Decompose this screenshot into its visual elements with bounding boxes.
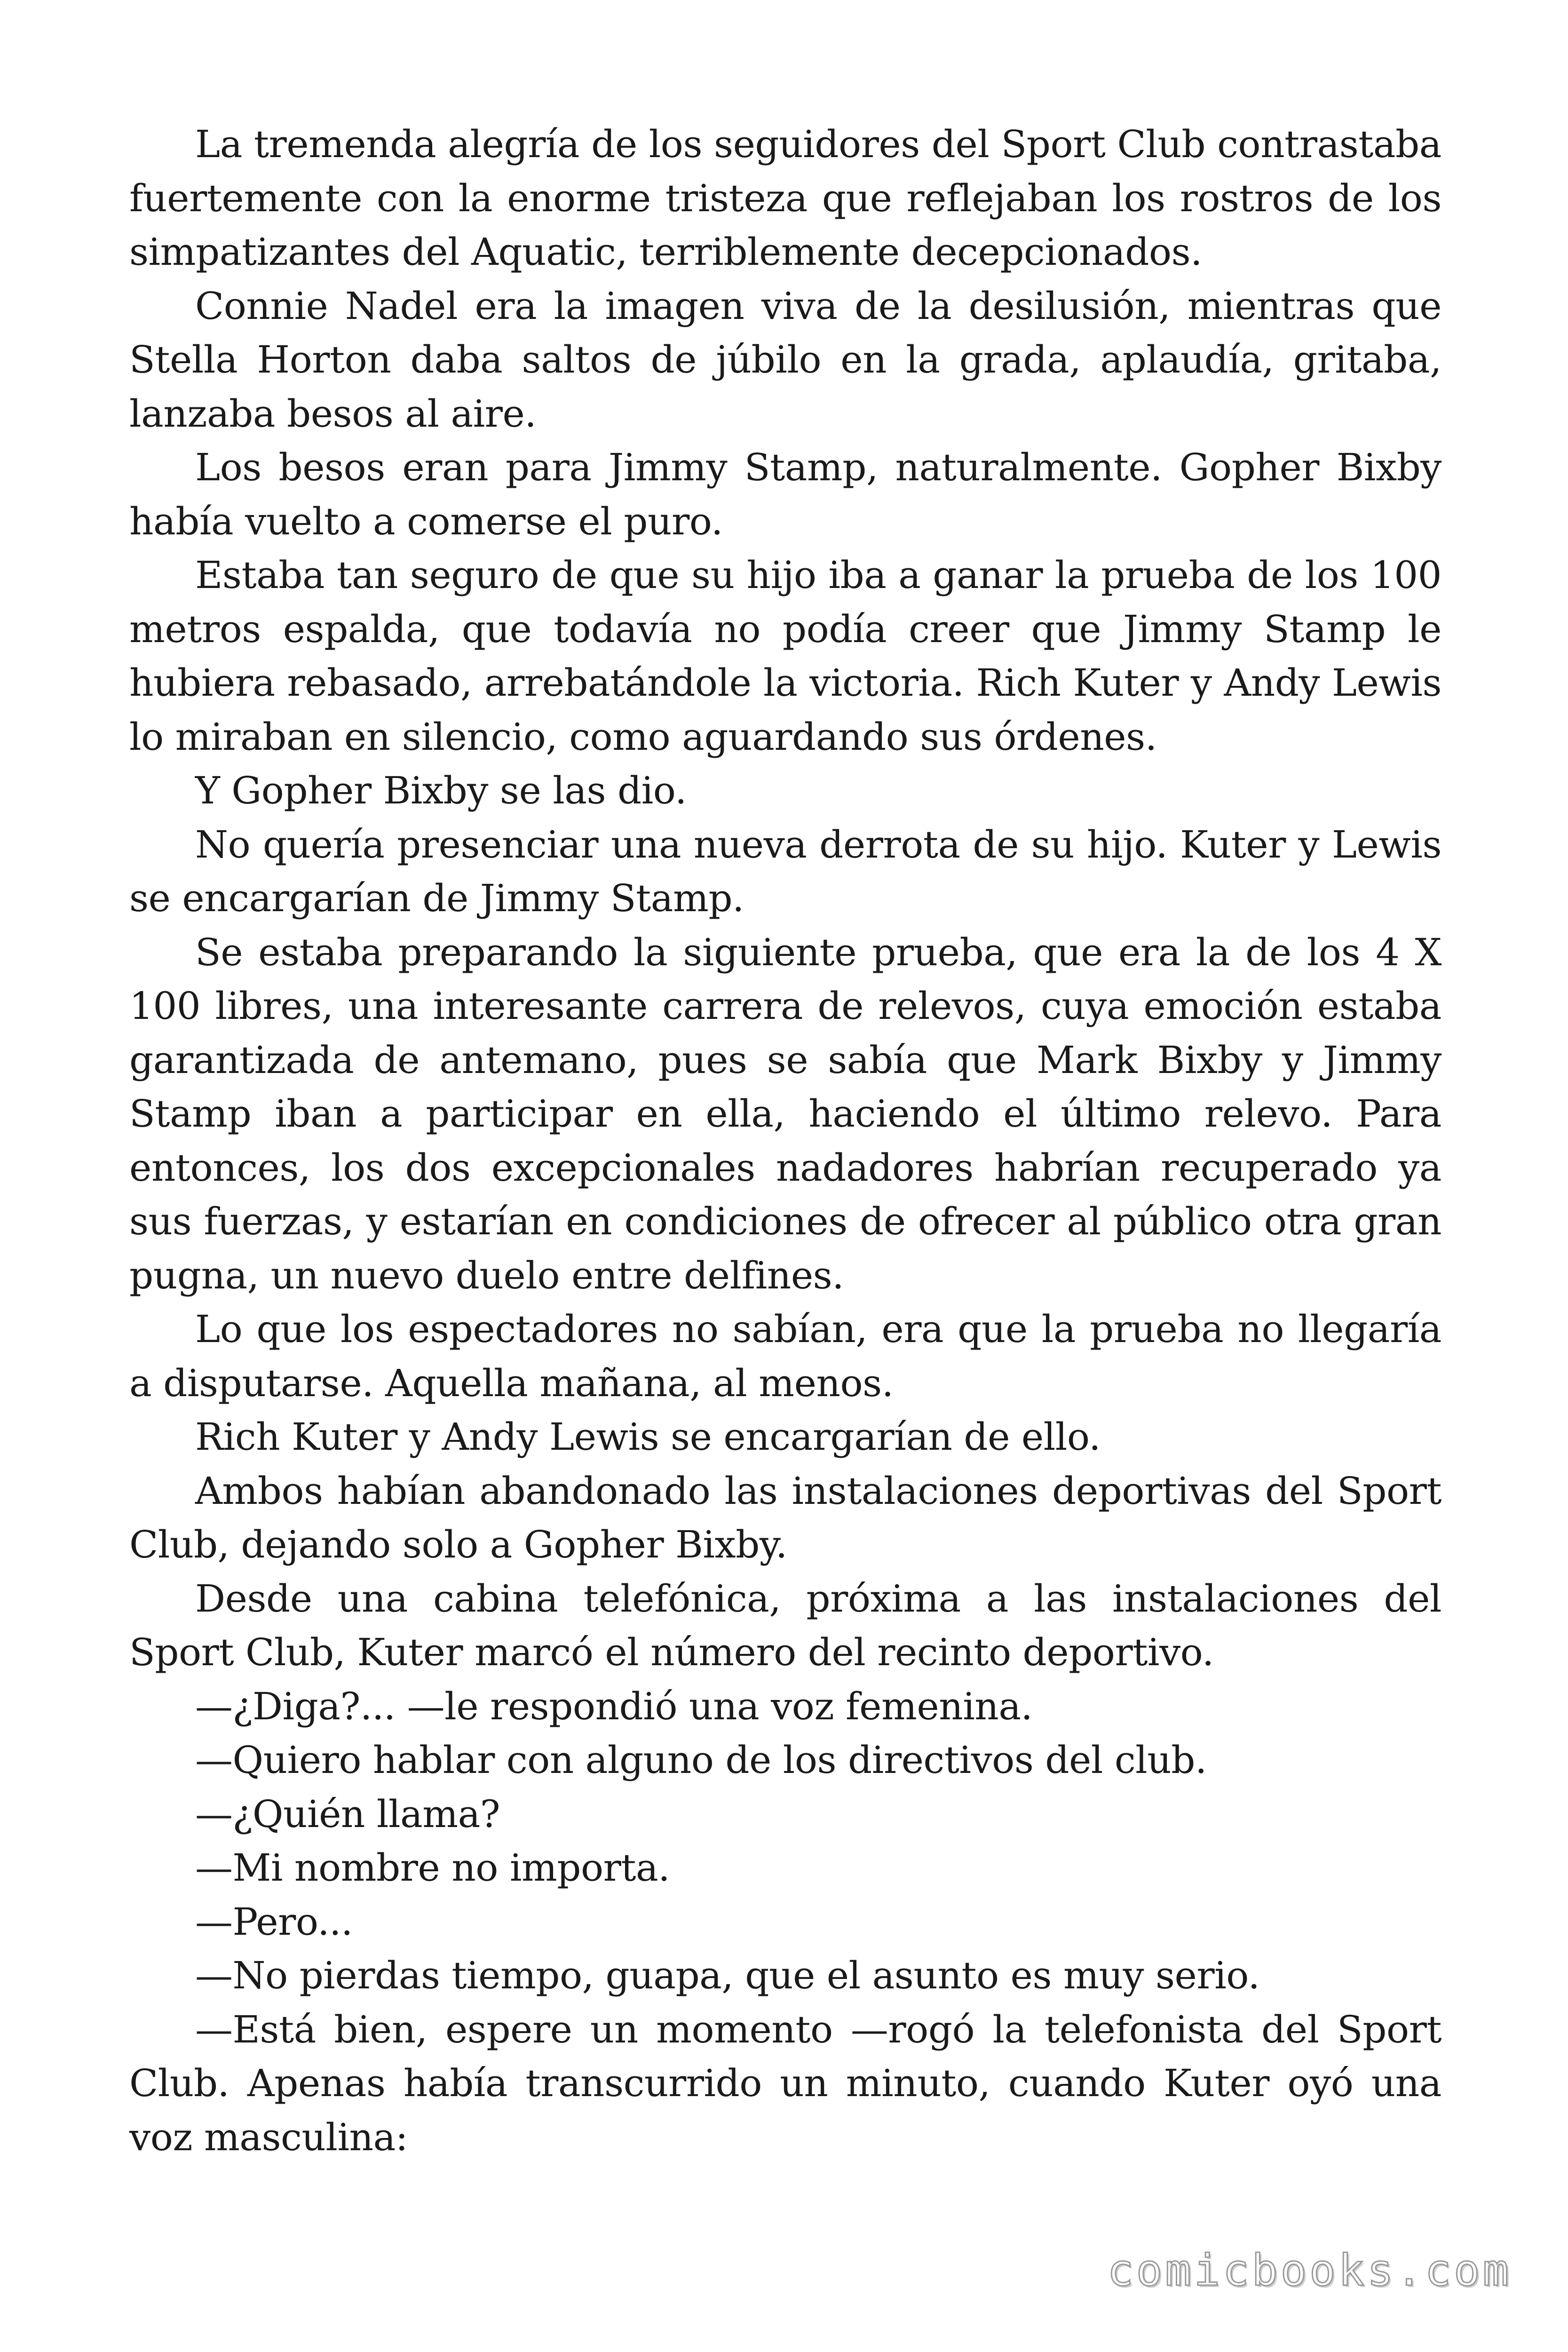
dialogue-line: —Mi nombre no importa.: [195, 1846, 670, 1890]
paragraph: Connie Nadel era la imagen viva de la desilusión, mientras que Stella Horton daba saltos de júbilo en la grada, aplaudía, gritaba, lanzaba besos al aire.: [129, 284, 1441, 436]
dialogue-line: —Pero...: [195, 1899, 353, 1944]
paragraph: Ambos habían abandonado las instalaciones deportivas del Sport Club, dejando solo a Gopher Bixby.: [129, 1469, 1441, 1566]
paragraph: La tremenda alegría de los seguidores del Sport Club contrastaba fuertemente con la enorme tristeza que reflejaban los rostros de los simpatizantes del Aquatic, terriblemente decepcionados.: [129, 122, 1441, 274]
page-body: [129, 118, 1441, 2164]
dialogue-line: —¿Diga?... —le respondió una voz femenina.: [195, 1684, 1033, 1728]
dialogue-line: —Está bien, espere un momento —rogó la telefonista del Sport Club. Apenas había transcurrido un minuto, cuando Kuter oyó una voz masculina:: [129, 2007, 1441, 2159]
dialogue-line: —No pierdas tiempo, guapa, que el asunto es muy serio.: [195, 1954, 1260, 1997]
paragraph: Los besos eran para Jimmy Stamp, naturalmente. Gopher Bixby había vuelto a comerse el puro.: [129, 445, 1441, 543]
paragraph: Estaba tan seguro de que su hijo iba a ganar la prueba de los 100 metros espalda, que todavía no podía creer que Jimmy Stamp le hubiera rebasado, arrebatándole la victoria. Rich Kuter y Andy Lewis lo miraban en silencio, como aguardando sus órdenes.: [129, 553, 1441, 759]
paragraph: Se estaba preparando la siguiente prueba, que era la de los 4 X 100 libres, una interesante carrera de relevos, cuya emoción estaba garantizada de antemano, pues se sabía que Mark Bixby y Jimmy Stamp iban a participar en ella, haciendo el último relevo. Para entonces, los dos excepcionales nadadores habrían recuperado ya sus fuerzas, y estarían en condiciones de ofrecer al público otra gran pugna, un nuevo duelo entre delfines.: [129, 930, 1441, 1297]
paragraph: Lo que los espectadores no sabían, era que la prueba no llegaría a disputarse. Aquella mañana, al menos.: [129, 1307, 1441, 1405]
watermark: comicbooks.com: [1107, 2245, 1512, 2296]
paragraph: Desde una cabina telefónica, próxima a las instalaciones del Sport Club, Kuter marcó el número del recinto deportivo.: [129, 1576, 1441, 1674]
paragraph: No quería presenciar una nueva derrota de su hijo. Kuter y Lewis se encargarían de Jimmy Stamp.: [129, 822, 1441, 920]
dialogue-line: —Quiero hablar con alguno de los directivos del club.: [195, 1738, 1207, 1782]
paragraph: Rich Kuter y Andy Lewis se encargarían de ello.: [195, 1415, 1101, 1459]
paragraph: Y Gopher Bixby se las dio.: [195, 769, 687, 812]
dialogue-line: —¿Quién llama?: [195, 1792, 500, 1836]
